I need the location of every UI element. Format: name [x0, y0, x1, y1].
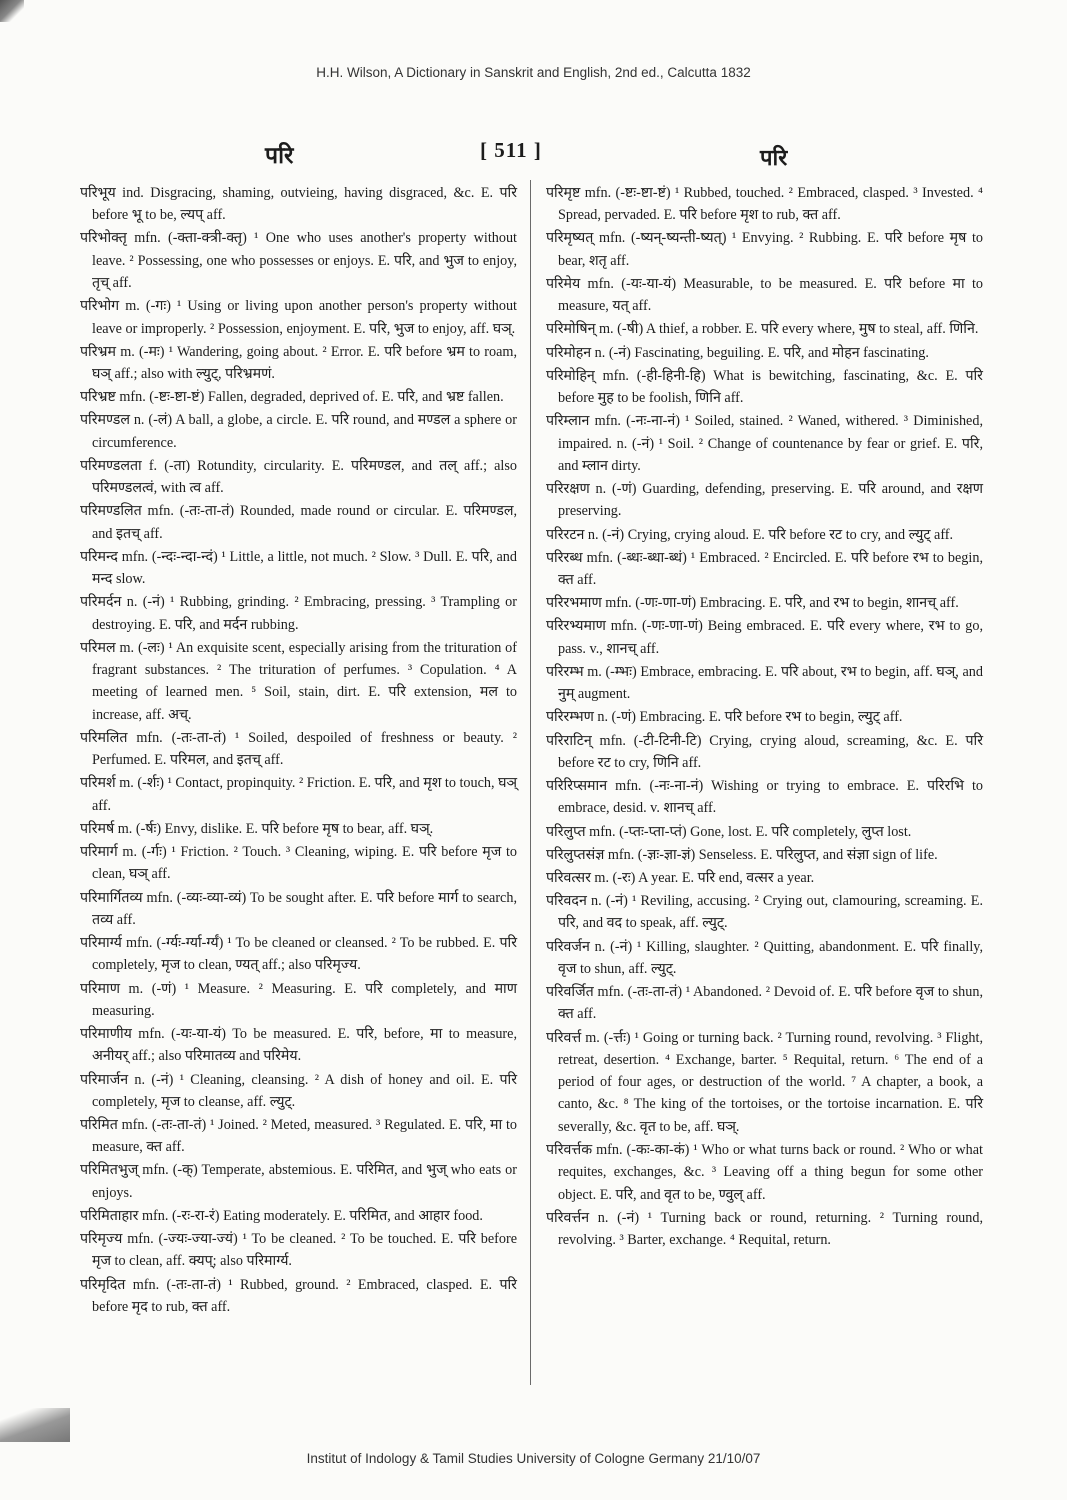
dictionary-entry: परिमलित mfn. (-तः-ता-तं) ¹ Soiled, despoiled of freshness or beauty. ² Perfumed. E. परिमल, and इतच् aff.	[80, 729, 517, 769]
dictionary-entry: परिरक्षण n. (-णं) Guarding, defending, preserving. E. परि around, and रक्षण preserving.	[546, 481, 983, 520]
dictionary-entry: परिमोहिन् mfn. (-ही-हिनी-हि) What is bewitching, fascinating, &c. E. परि before मुह to be foolish, णिनि aff.	[546, 367, 983, 407]
dictionary-entry: परिमितभुज् mfn. (-क्) Temperate, abstemious. E. परिमित, and भुज् who eats or enjoys.	[80, 1162, 517, 1201]
dictionary-entry: परिम्लान mfn. (-नः-ना-नं) ¹ Soiled, stained. ² Waned, withered. ³ Diminished, impaired. n. (-नं) ¹ Soil. ² Change of countenance by fear or grief. E. परि, and म्लान dirty.	[546, 413, 983, 474]
dictionary-entry: परिभ्रम m. (-मः) ¹ Wandering, going about. ² Error. E. परि before भ्रम to roam, घञ् aff.; also with ल्युट्, परिभ्रमणं.	[80, 343, 517, 383]
dictionary-entry: परिमिताहार mfn. (-रः-रा-रं) Eating moderately. E. परिमित, and आहार food.	[80, 1207, 483, 1224]
page-number: [ 511 ]	[480, 138, 542, 162]
dictionary-entry: परिमन्द mfn. (-न्दः-न्दा-न्दं) ¹ Little, a little, not much. ² Slow. ³ Dull. E. परि, and मन्द slow.	[80, 548, 517, 588]
dictionary-entry: परिलुप्तसंज्ञ mfn. (-ज्ञः-ज्ञा-ज्ञं) Senseless. E. परिलुप्त, and संज्ञा sign of life.	[546, 846, 938, 863]
footer-note: Institut of Indology & Tamil Studies University of Cologne Germany 21/10/07	[306, 1451, 761, 1466]
dictionary-entry: परिभोक्तृ mfn. (-क्ता-क्त्री-क्तृ) ¹ One who uses another's property without leave. ² Possessing, one who possesses or enjoys. E. परि, and भुज to enjoy, तृच् aff.	[80, 230, 517, 292]
dictionary-entry: परिमार्गितव्य mfn. (-व्यः-व्या-व्यं) To be sought after. E. परि before मार्ग to search, तव्य aff.	[80, 889, 517, 928]
dictionary-entry: परिमर्दन n. (-नं) ¹ Rubbing, grinding. ² Embracing, pressing. ³ Trampling or destroying. E. परि, and मर्दन rubbing.	[80, 594, 517, 633]
dictionary-entry: परिमण्डलित mfn. (-तः-ता-तं) Rounded, made round or circular. E. परिमण्डल, and इतच् aff.	[80, 503, 517, 542]
dictionary-entry: परिभोग m. (-गः) ¹ Using or living upon another person's property without leave or improperly. ² Possession, enjoyment. E. परि, भुज to enjoy, aff. घञ्.	[80, 298, 517, 337]
left-running-head: परि	[265, 143, 294, 168]
dictionary-entry: परिवर्जन n. (-नं) ¹ Killing, slaughter. ² Quitting, abandonment. E. परि finally, वृज to shun, aff. ल्युट्.	[546, 938, 983, 977]
dictionary-entry: परिमर्श m. (-र्शः) ¹ Contact, propinquity. ² Friction. E. परि, and मृश to touch, घञ् aff.	[80, 775, 518, 814]
dictionary-entry: परिमृष्यत् mfn. (-ष्यन्-ष्यन्ती-ष्यत्) ¹ Envying. ² Rubbing. E. परि before मृष to bear, शतृ aff.	[546, 230, 983, 269]
dictionary-entry: परिवर्जित mfn. (-तः-ता-तं) ¹ Abandoned. ² Devoid of. E. परि before वृज to shun, क्त aff.	[546, 984, 983, 1023]
dictionary-entry: परिरम्भण n. (-णं) Embracing. E. परि before रभ to begin, ल्युट् aff.	[546, 709, 903, 726]
dictionary-entry: परिमार्ग m. (-र्गः) ¹ Friction. ² Touch. ³ Cleaning, wiping. E. परि before मृज to clean, घञ् aff.	[80, 844, 517, 883]
dictionary-entry: परिमल m. (-लः) ¹ An exquisite scent, especially arising from the trituration of fragrant substances. ² The trituration of perfumes. ³ Copulation. ⁴ A meeting of learned men. ⁵ Soil, stain, dirt. E. परि extension, मल to increase, aff. अच्.	[80, 639, 517, 723]
dictionary-entry: परिमित mfn. (-तः-ता-तं) ¹ Joined. ² Meted, measured. ³ Regulated. E. परि, मा to measure, क्त aff.	[80, 1116, 517, 1156]
dictionary-entry: परिमार्ग्य mfn. (-र्ग्यः-र्ग्या-र्ग्यं) ¹ To be cleaned or cleansed. ² To be rubbed. E. परि completely, मृज to clean, ण्यत् aff.; also परिमृज्य.	[80, 935, 517, 974]
dictionary-entry: परिमृज्य mfn. (-ज्यः-ज्या-ज्यं) ¹ To be cleaned. ² To be touched. E. परि before मृज to clean, aff. क्यप्; also परिमार्ग्य.	[80, 1231, 517, 1270]
right-running-head: परि	[760, 145, 788, 170]
right-column	[546, 182, 983, 1252]
dictionary-entry: परिमृदित mfn. (-तः-ता-तं) ¹ Rubbed, ground. ² Embraced, clasped. E. परि before मृद to rub, क्त aff.	[80, 1276, 517, 1315]
dictionary-entry: परिराटिन् mfn. (-टी-टिनी-टि) Crying, crying aloud, screaming, &c. E. परि before रट to cry, णिनि aff.	[546, 732, 983, 771]
dictionary-entry: परिमर्ष m. (-र्षः) Envy, dislike. E. परि before मृष to bear, aff. घञ्.	[80, 820, 434, 837]
dictionary-entry: परिलुप्त mfn. (-प्तः-प्ता-प्तं) Gone, lost. E. परि completely, लुप्त lost.	[546, 823, 912, 840]
dictionary-entry: परिमण्डलता f. (-ता) Rotundity, circularity. E. परिमण्डल, and तल् aff.; also परिमण्डलत्वं, with त्व aff.	[80, 457, 517, 497]
dictionary-entry: परिरभ्यमाण mfn. (-णः-णा-णं) Being embraced. E. परि every where, रभ to go, pass. v., शानच् aff.	[546, 618, 983, 657]
dictionary-entry: परिवर्त्त m. (-र्त्तः) ¹ Going or turning back. ² Turning round, revolving. ³ Flight, retreat, desertion. ⁴ Exchange, barter. ⁵ Requital, return. ⁶ The end of a period of four ages, or destruction of the world. ⁷ A chapter, a book, a canto, &c. ⁸ The king of the tortoises, or the tortoise incarnation. E. परि severally, &c. वृत to be, aff. घञ्.	[546, 1029, 983, 1135]
dictionary-entry: परिरटन n. (-नं) Crying, crying aloud. E. परि before रट to cry, and ल्युट् aff.	[546, 526, 954, 543]
dictionary-entry: परिमार्जन n. (-नं) ¹ Cleaning, cleansing. ² A dish of honey and oil. E. परि completely, मृज to cleanse, aff. ल्युट्.	[80, 1071, 517, 1110]
dictionary-entry: परिवत्सर m. (-रः) A year. E. परि end, वत्सर a year.	[546, 869, 815, 886]
dictionary-entry: परिरम्भ m. (-म्भः) Embrace, embracing. E. परि about, रभ to begin, aff. घञ्, and नुम् augment.	[546, 663, 983, 703]
dictionary-entry: परिवर्त्तन n. (-नं) ¹ Turning back or round, returning. ² Turning round, revolving. ³ Barter, exchange. ⁴ Requital, return.	[546, 1209, 983, 1249]
left-column	[80, 182, 517, 1319]
dictionary-entry: परिमोषिन् m. (-षी) A thief, a robber. E. परि every where, मुष to steal, aff. णिनि.	[546, 321, 979, 338]
dictionary-entry: परिमृष्ट mfn. (-ष्टः-ष्टा-ष्टं) ¹ Rubbed, touched. ² Embraced, clasped. ³ Invested. ⁴ Spread, pervaded. E. परि before मृश to rub, क्त aff.	[546, 185, 983, 224]
dictionary-entry: परिरिप्समान mfn. (-नः-ना-नं) Wishing or trying to embrace. E. परिरभि to embrace, desid. v. शानच् aff.	[546, 778, 983, 817]
dictionary-entry: परिमोहन n. (-नं) Fascinating, beguiling. E. परि, and मोहन fascinating.	[546, 344, 929, 361]
dictionary-entry: परिवदन n. (-नं) ¹ Reviling, accusing. ² Crying out, clamouring, screaming. E. परि, and वद to speak, aff. ल्युट्.	[546, 893, 983, 932]
dictionary-entry: परिभूय ind. Disgracing, shaming, outvieing, having disgraced, &c. E. परि before भू to be, ल्यप् aff.	[80, 185, 517, 224]
scan-corner-mark	[0, 0, 24, 22]
dictionary-entry: परिरभमाण mfn. (-णः-णा-णं) Embracing. E. परि, and रभ to begin, शानच् aff.	[546, 595, 959, 612]
source-citation: H.H. Wilson, A Dictionary in Sanskrit and English, 2nd ed., Calcutta 1832	[316, 65, 751, 80]
dictionary-entry: परिमेय mfn. (-यः-या-यं) Measurable, to be measured. E. परि before मा to measure, यत् aff.	[546, 275, 983, 315]
dictionary-entry: परिमाणीय mfn. (-यः-या-यं) To be measured. E. परि, before, मा to measure, अनीयर् aff.; also परिमातव्य and परिमेय.	[80, 1026, 517, 1065]
dictionary-entry: परिमण्डल n. (-लं) A ball, a globe, a circle. E. परि round, and मण्डल a sphere or circumference.	[80, 412, 517, 451]
dictionary-entry: परिरब्ध mfn. (-ब्धः-ब्धा-ब्धं) ¹ Embraced. ² Encircled. E. परि before रभ to begin, क्त aff.	[546, 549, 983, 589]
dictionary-entry: परिवर्त्तक mfn. (-कः-का-कं) ¹ Who or what turns back or round. ² Who or what requites, exchanges, &c. ³ Leaving off a thing begun for some other object. E. परि, and वृत to be, ण्वुल् aff.	[546, 1141, 983, 1203]
dictionary-entry: परिभ्रष्ट mfn. (-ष्टः-ष्टा-ष्टं) Fallen, degraded, deprived of. E. परि, and भ्रष्ट fallen.	[80, 389, 504, 406]
scan-corner-mark	[0, 1408, 70, 1442]
column-divider	[530, 180, 531, 1385]
dictionary-entry: परिमाण m. (-णं) ¹ Measure. ² Measuring. E. परि completely, and माण measuring.	[80, 980, 517, 1019]
